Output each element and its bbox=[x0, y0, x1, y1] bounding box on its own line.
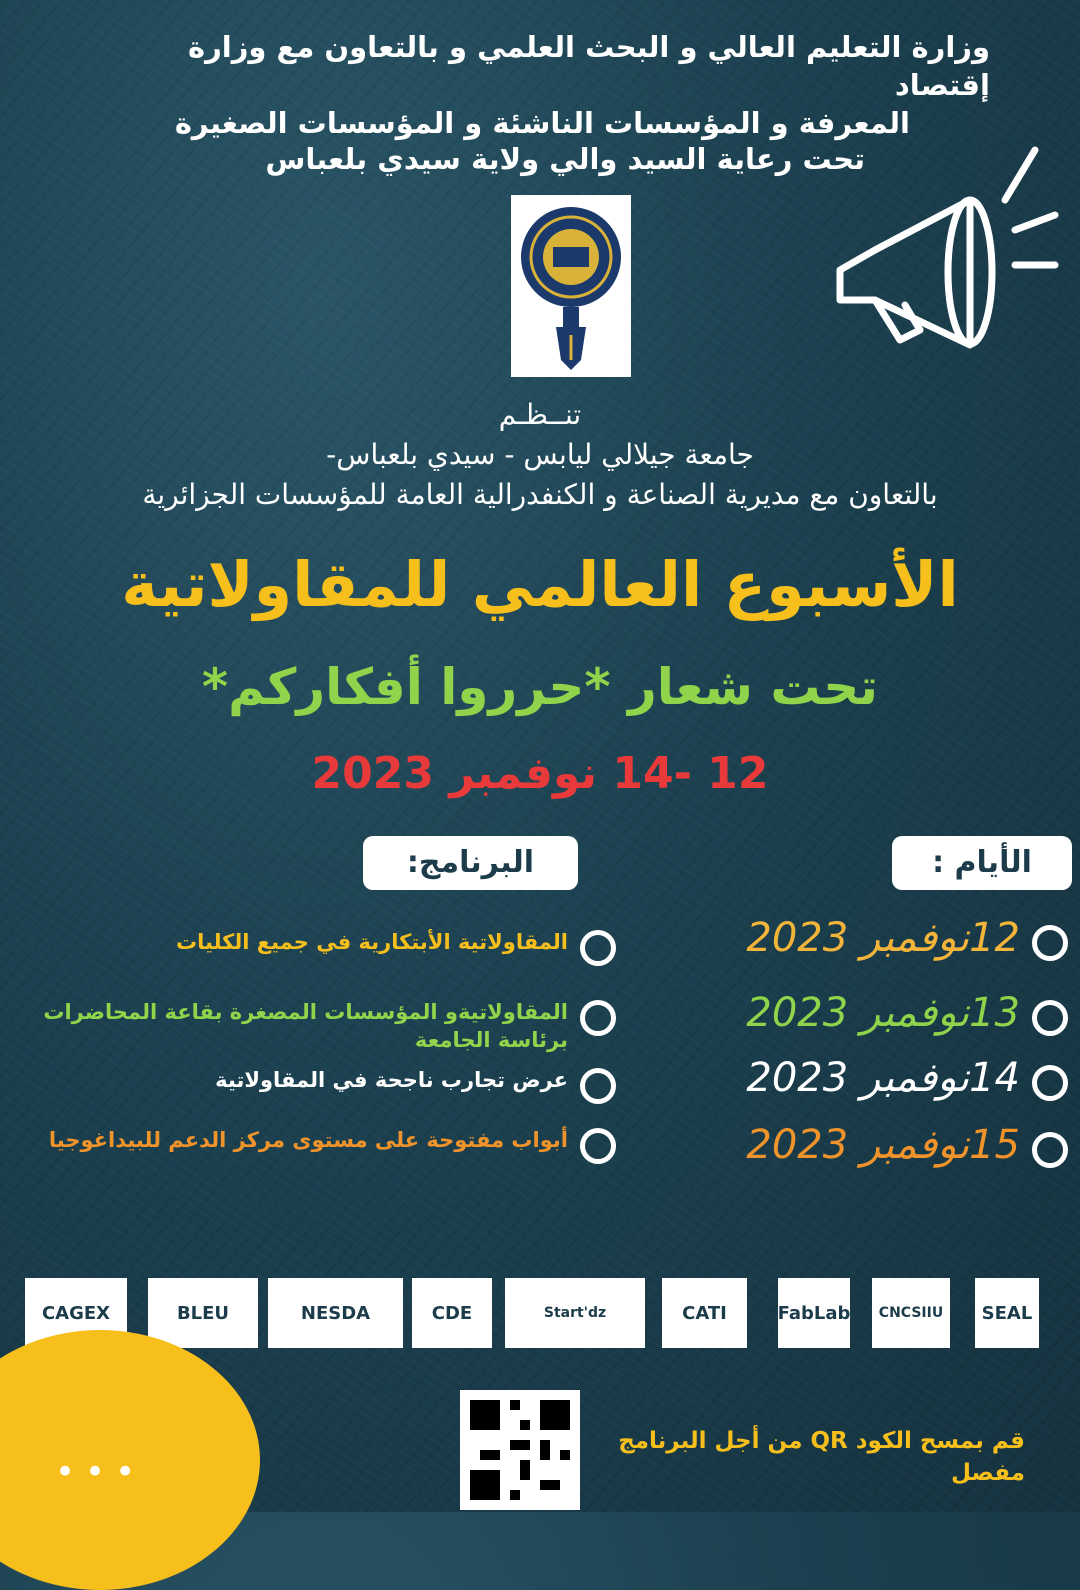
event-title: الأسبوع العالمي للمقاولاتية bbox=[121, 548, 959, 621]
day-bullet-icon bbox=[1032, 1000, 1068, 1036]
day-item: 12نوفمبر 2023 bbox=[746, 915, 1020, 961]
partner-logo: CNCSIIU bbox=[872, 1278, 950, 1348]
qr-instruction: قم بمسح الكود QR من أجل البرنامج مفصل bbox=[618, 1428, 1025, 1486]
university-name: جامعة جيلالي ليابس - سيدي بلعباس- bbox=[326, 438, 754, 471]
program-bullet-icon bbox=[580, 930, 616, 966]
ministry-line-2: المعرفة و المؤسسات الناشئة و المؤسسات الصغيرة bbox=[174, 106, 910, 140]
program-item: عرض تجارب ناجحة في المقاولاتية bbox=[215, 1068, 568, 1092]
megaphone-icon bbox=[820, 140, 1060, 360]
day-bullet-icon bbox=[1032, 925, 1068, 961]
partner-logo: CDE bbox=[412, 1278, 492, 1348]
days-label: الأيام : bbox=[892, 836, 1072, 890]
event-dates: 12 -14 نوفمبر 2023 bbox=[311, 748, 769, 799]
program-item: المقاولاتيةو المؤسسات المصغرة بقاعة المحاضرات برئاسة الجامعة bbox=[43, 1000, 568, 1052]
organizer-block bbox=[0, 395, 1080, 515]
cooperation-line: بالتعاون مع مديرية الصناعة و الكنفدرالية العامة للمؤسسات الجزائرية bbox=[142, 478, 938, 511]
partner-logo: CAGEX bbox=[25, 1278, 127, 1348]
program-bullet-icon bbox=[580, 1000, 616, 1036]
day-item: 14نوفمبر 2023 bbox=[746, 1055, 1020, 1101]
day-item: 15نوفمبر 2023 bbox=[746, 1122, 1020, 1168]
university-seal-icon bbox=[511, 195, 631, 377]
day-item: 13نوفمبر 2023 bbox=[746, 990, 1020, 1036]
university-logo bbox=[511, 195, 631, 377]
day-bullet-icon bbox=[1032, 1065, 1068, 1101]
partner-logo: BLEU bbox=[148, 1278, 258, 1348]
program-bullet-icon bbox=[580, 1068, 616, 1104]
program-item: المقاولاتية الأبتكارية في جميع الكليات bbox=[176, 930, 568, 954]
ministry-line-1: وزارة التعليم العالي و البحث العلمي و بالتعاون مع وزارة إقتصاد bbox=[187, 30, 990, 102]
day-bullet-icon bbox=[1032, 1132, 1068, 1168]
program-bullet-icon bbox=[580, 1128, 616, 1164]
partner-logo: Start'dz bbox=[505, 1278, 645, 1348]
organizes-label: تنــظـم bbox=[498, 398, 582, 431]
program-label: البرنامج: bbox=[363, 836, 578, 890]
more-dots-icon: ••• bbox=[55, 1452, 146, 1492]
qr-code[interactable] bbox=[460, 1390, 580, 1510]
program-item: أبواب مفتوحة على مستوى مركز الدعم للبيداغوجيا bbox=[48, 1128, 568, 1152]
event-slogan: تحت شعار *حرروا أفكاركم* bbox=[201, 658, 879, 716]
qr-code-icon bbox=[460, 1390, 580, 1510]
partner-logo: NESDA bbox=[268, 1278, 403, 1348]
patronage-line: تحت رعاية السيد والي ولاية سيدي بلعباس bbox=[265, 142, 865, 176]
partner-logo: FabLab bbox=[778, 1278, 850, 1348]
partner-logo: CATI bbox=[662, 1278, 747, 1348]
ministry-header bbox=[90, 28, 990, 142]
partner-logo: SEAL bbox=[975, 1278, 1039, 1348]
